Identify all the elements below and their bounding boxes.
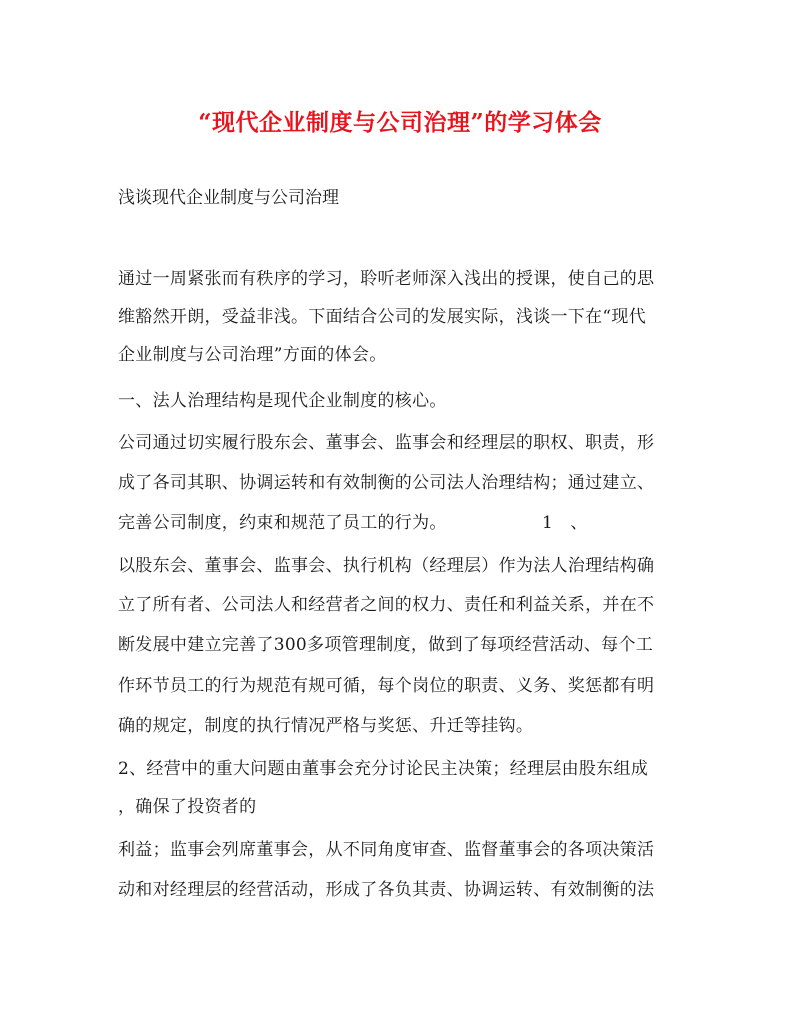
body-line: 企业制度与公司治理”方面的体会。 <box>118 345 387 365</box>
body-line: 利益；监事会列席董事会，从不同角度审查、监督董事会的各项决策活 <box>118 840 655 860</box>
body-line: 动和对经理层的经营活动，形成了各负其责、协调运转、有效制衡的法 <box>118 880 655 900</box>
document-title: “现代企业制度与公司治理”的学习体会 <box>198 109 602 136</box>
body-line: 完善公司制度，约束和规范了员工的行为。 1 、 <box>118 513 588 533</box>
body-line: 以股东会、董事会、监事会、执行机构（经理层）作为法人治理结构确 <box>118 556 655 576</box>
body-line: 通过一周紧张而有秩序的学习，聆听老师深入浅出的授课，使自己的思 <box>118 269 655 289</box>
body-line: 立了所有者、公司法人和经营者之间的权力、责任和利益关系，并在不 <box>118 595 655 615</box>
document-subtitle: 浅谈现代企业制度与公司治理 <box>118 188 339 208</box>
body-line: 作环节员工的行为规范有规可循，每个岗位的职责、义务、奖惩都有明 <box>118 676 655 696</box>
body-line: 2、经营中的重大问题由董事会充分讨论民主决策；经理层由股东组成 <box>118 759 649 779</box>
body-line: 成了各司其职、协调运转和有效制衡的公司法人治理结构；通过建立、 <box>118 473 655 493</box>
body-line: 确的规定，制度的执行情况严格与奖惩、升迁等挂钩。 <box>118 716 534 736</box>
body-line: 维豁然开朗，受益非浅。下面结合公司的发展实际，浅谈一下在“现代 <box>118 307 646 327</box>
section-heading: 一、法人治理结构是现代企业制度的核心。 <box>118 391 447 411</box>
body-line: ，确保了投资者的 <box>118 797 257 817</box>
body-line: 断发展中建立完善了300多项管理制度，做到了每项经营活动、每个工 <box>118 635 654 655</box>
body-line: 公司通过切实履行股东会、董事会、监事会和经理层的职权、职责，形 <box>118 433 655 453</box>
